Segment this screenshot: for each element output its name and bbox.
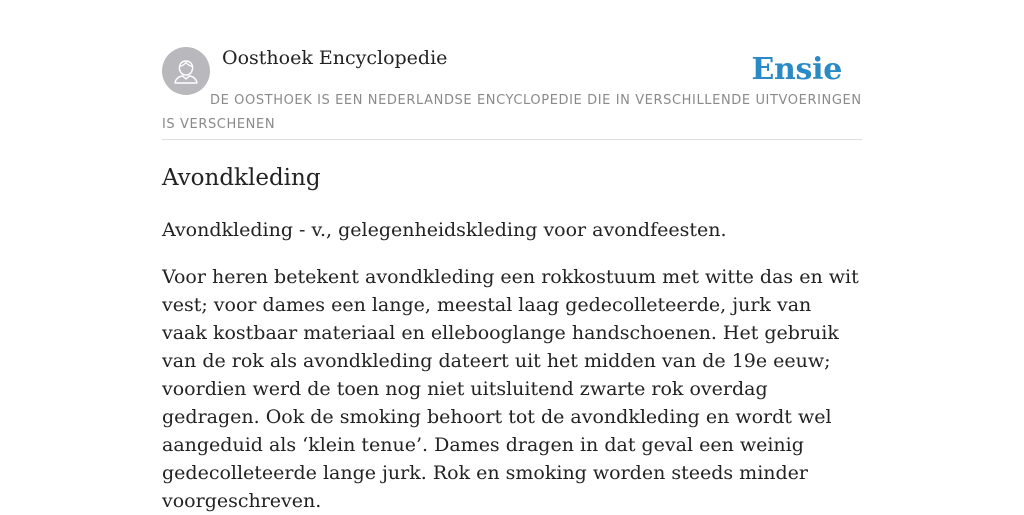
user-silhouette-icon — [162, 47, 210, 95]
entry-body-text: Voor heren betekent avondkleding een rokkostuum met witte das en wit vest; voor dames een lange, meestal laag gedecolleteerde, jurk van vaak kostbaar materiaal en ellebooglange handschoenen. Het gebruik van de rok als avondkleding dateert uit het midden van de 19e eeuw; voordien werd de toen nog niet uitsluitend zwarte rok overdag gedragen. Ook de smoking behoort tot de avondkleding en wordt wel aangeduid als ‘klein tenue’. Dames dragen in dat geval een weinig gedecolleteerde lange jurk. Rok en smoking worden steeds minder voorgeschreven. — [162, 266, 859, 512]
source-description: DE OOSTHOEK IS EEN NEDERLANDSE ENCYCLOPEDIE DIE IN VERSCHILLENDE UITVOERINGEN IS VERSCHENEN — [162, 93, 862, 132]
entry-title: Avondkleding — [162, 165, 321, 191]
brand-logo[interactable]: Ensie — [751, 52, 842, 87]
header-divider — [162, 139, 862, 140]
entry-lead-text: Avondkleding - v., gelegenheidskleding voor avondfeesten. — [162, 219, 727, 241]
source-title[interactable]: Oosthoek Encyclopedie — [222, 47, 448, 69]
source-avatar[interactable] — [162, 47, 210, 95]
